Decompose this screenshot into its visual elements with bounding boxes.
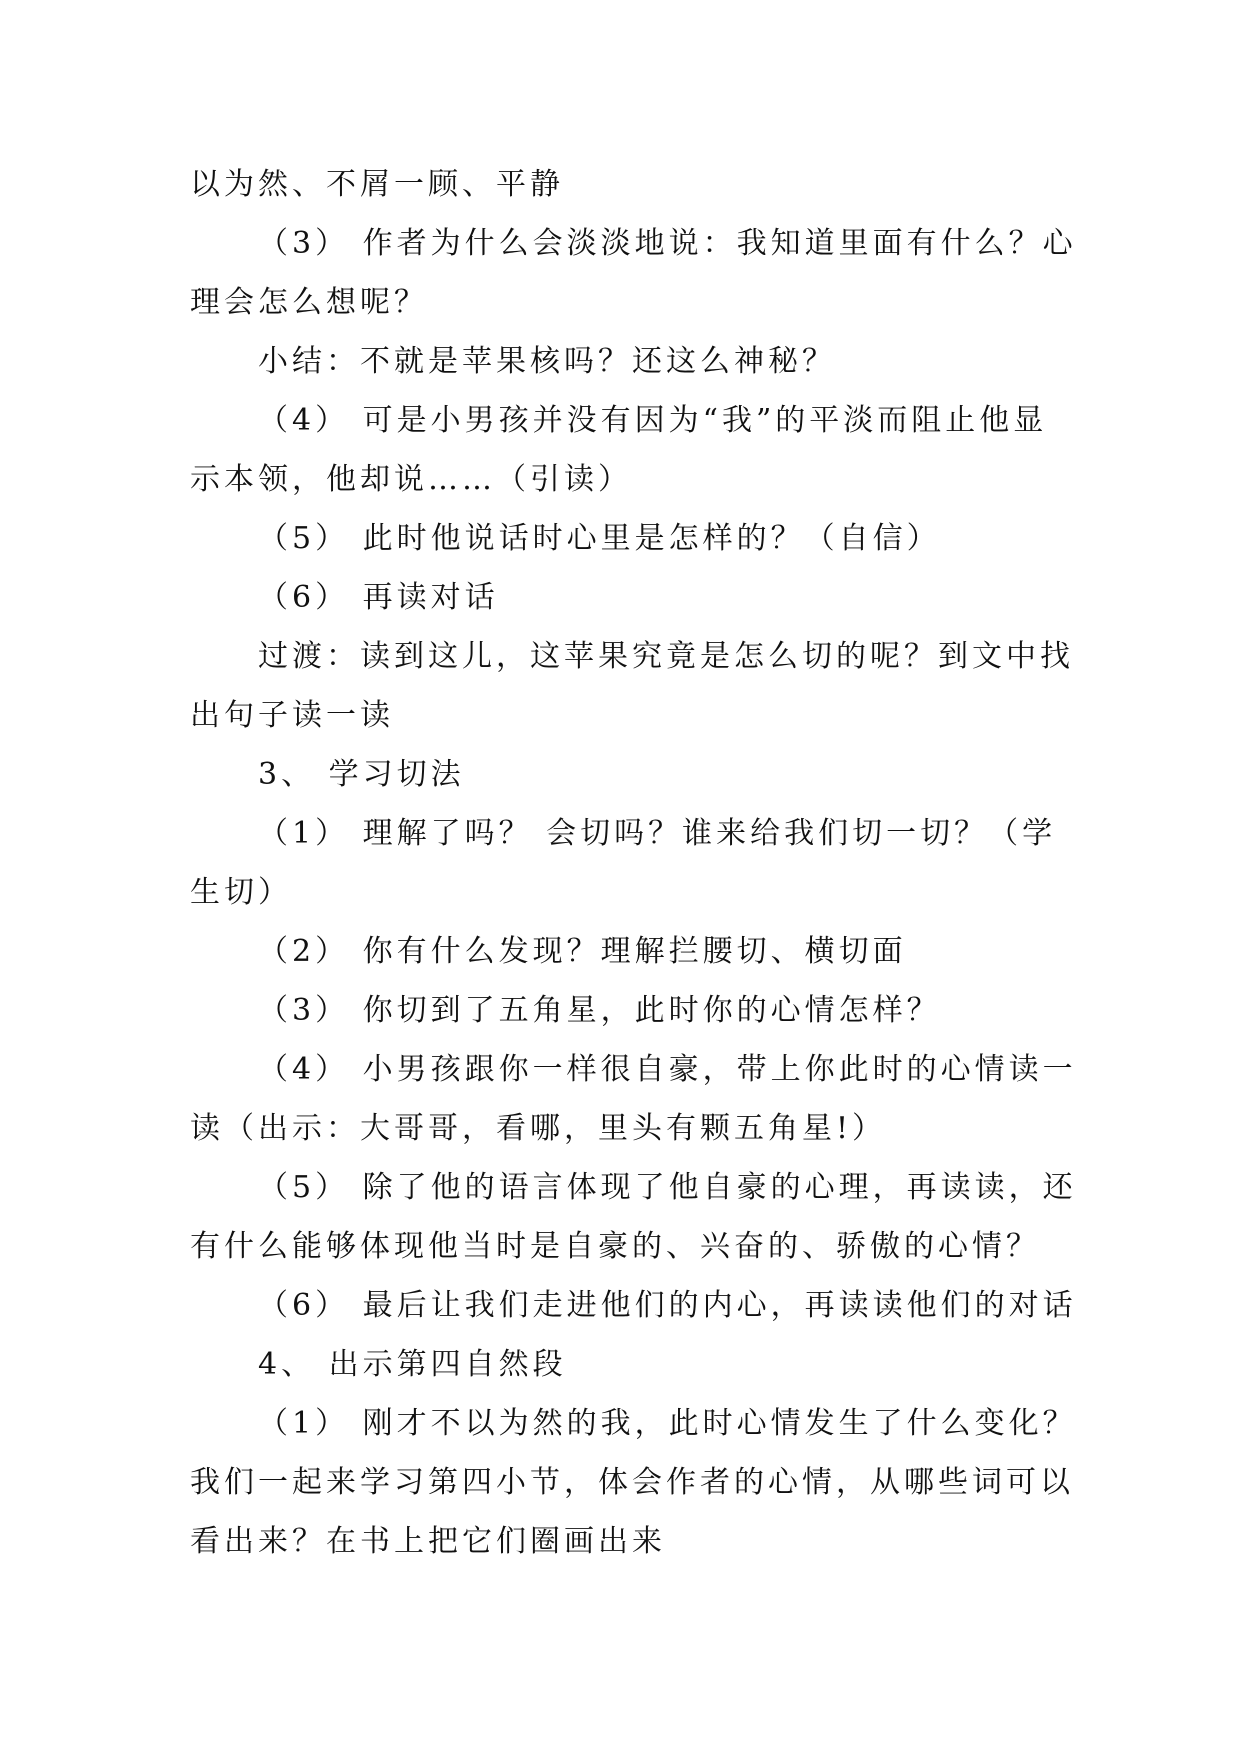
text-line: 生切） [190,875,292,910]
text-line: 以为然、不屑一顾、平静 [190,167,564,202]
text-line: （3） 你切到了五角星，此时你的心情怎样？ [258,993,941,1028]
text-line: 小结：不就是苹果核吗？还这么神秘？ [258,344,836,379]
text-line: （4） 可是小男孩并没有因为“我”的平淡而阻止他显 [258,403,1048,438]
text-line: 出句子读一读 [190,698,394,733]
section-heading: 3、 学习切法 [258,757,465,792]
text-line: （2） 你有什么发现？理解拦腰切、横切面 [258,934,907,969]
text-line: （1） 刚才不以为然的我，此时心情发生了什么变化？ [258,1406,1077,1441]
text-line: （6） 最后让我们走进他们的内心，再读读他们的对话 [258,1288,1077,1323]
text-line: （3） 作者为什么会淡淡地说：我知道里面有什么？心 [258,226,1077,261]
text-line: 有什么能够体现他当时是自豪的、兴奋的、骄傲的心情？ [190,1229,1040,1264]
text-line: 看出来？在书上把它们圈画出来 [190,1524,666,1559]
section-heading: 4、 出示第四自然段 [258,1347,567,1382]
text-line: 示本领，他却说……（引读） [190,462,632,497]
text-line: 读（出示：大哥哥，看哪，里头有颗五角星!） [190,1111,887,1146]
text-line: 我们一起来学习第四小节，体会作者的心情，从哪些词可以 [190,1465,1074,1500]
text-line: 过渡：读到这儿，这苹果究竟是怎么切的呢？到文中找 [258,639,1074,674]
text-line: （1） 理解了吗？ 会切吗？谁来给我们切一切？（学 [258,816,1057,851]
text-line: （5） 除了他的语言体现了他自豪的心理，再读读，还 [258,1170,1077,1205]
text-line: 理会怎么想呢？ [190,285,428,320]
text-line: （6） 再读对话 [258,580,499,615]
text-line: （5） 此时他说话时心里是怎样的？（自信） [258,521,941,556]
text-line: （4） 小男孩跟你一样很自豪，带上你此时的心情读一 [258,1052,1077,1087]
